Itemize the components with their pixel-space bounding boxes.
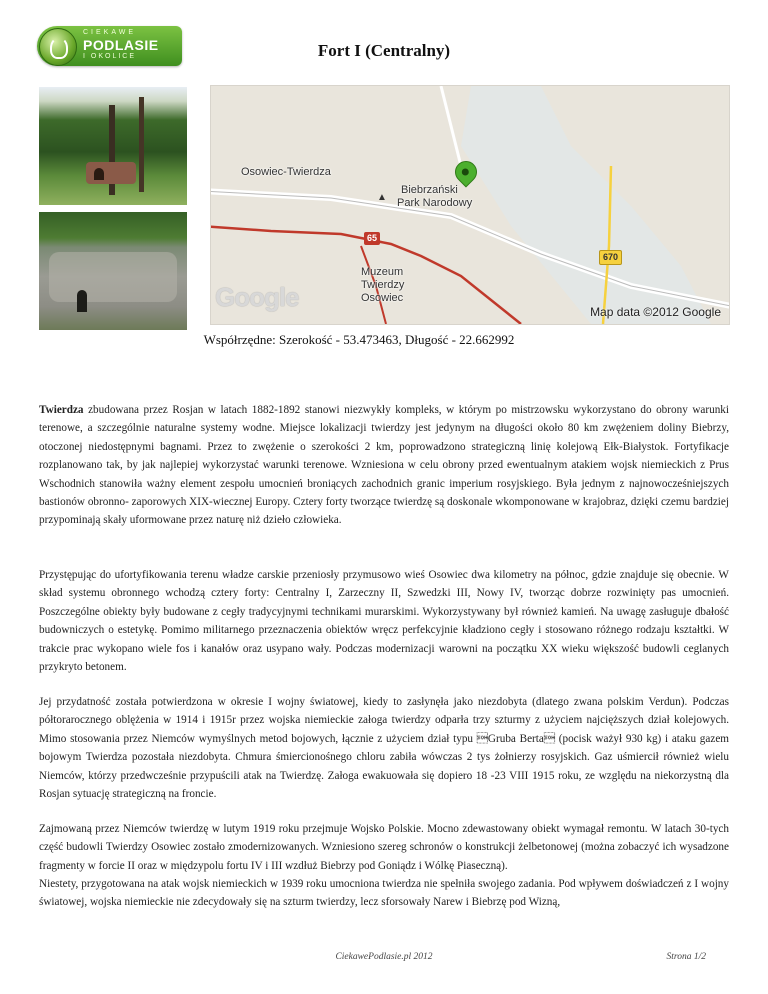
road-670-badge: 670 — [599, 250, 622, 265]
paragraph-1-body: zbudowana przez Rosjan w latach 1882-1892 stanowi niezwykły kompleks, w którym po mistrzowsku wykorzystano do obrony warunki terenowe, a szczególnie naturalne systemy wodne. Miejsce lokalizacji twierdzy jest jedynym na długości około 80 km zwężeniem doliny Biebrzy, otoczonej niedostępnymi bagnami. Przez to zwężenie o szerokości 2 km, poprowadzono strategiczną linię kolejową Ełk-Białystok. Fortyfikacje rozplanowano tak, by jak najlepiej wykorzystać warunki terenowe. Wzniesiona w celu obrony przed ewentualnym atakiem wojsk niemieckich z Prus Wschodnich stanowiła ważny element zespołu umocnień broniących zachodnich granic imperium rosyjskiego. Była jednym z najnowocześniejszych bastionów obronno- zaporowych XIX-wiecznej Europy. Cztery forty tworzące twierdzę są doskonale wkomponowane w krajobraz, dzięki czemu bardziej przypominają skały uformowane przez naturę niż dzieło człowieka. — [39, 404, 729, 527]
paragraph-2: Przystępując do ufortyfikowania terenu władze carskie przeniosły przymusowo wieś Osowiec dwa kilometry na północ, gdzie znajduje się obecnie. W skład systemu obronnego wchodzą cztery forty: Centralny I, Zarzeczny II, Szwedzki III, Nowy IV, tworząc dobrze rozwinięty pas umocnień. Poszczególne obiekty były budowane z cegły tradycyjnymi technikami murarskimi. Wykorzystywany był również kamień. Na uwagę zasługuje dbałość budowniczych o estetykę. Pomimo militarnego przeznaczenia obiektów wręcz perfekcyjnie kładziono cegły i stosowano różnego rodzaju kształtki. W trakcie prac wykopano wiele fos i kanałów oraz usypano wały. Podczas modernizacji warowni na początku XX wieku większość budowli ceglanych przykryto betonem. — [39, 569, 729, 674]
fort-photo-forest — [39, 87, 187, 205]
map-label-biebrza-2: Park Narodowy — [397, 197, 473, 209]
park-tree-icon: ▲ — [377, 192, 387, 203]
page-title: Fort I (Centralny) — [317, 41, 451, 60]
paragraph-5: Niestety, przygotowana na atak wojsk niemieckich w 1939 roku umocniona twierdza nie spełniła swojego zadania. Pod wpływem doświadczeń z I wojny światowej, wojska niemieckie nie zdecydowały się na szturm twierdzy, lecz sforsowały Narew i Biebrzę pod Wizną, — [39, 878, 729, 909]
footer-site: CiekawePodlasie.pl 2012 — [335, 952, 433, 962]
map-label-osowiec: Osowiec-Twierdza — [241, 166, 331, 178]
map-attribution: Map data ©2012 Google — [590, 305, 721, 319]
location-map[interactable] — [210, 85, 730, 325]
coordinates: Współrzędne: Szerokość - 53.473463, Długość - 22.662992 — [203, 332, 515, 347]
map-label-biebrza-1: Biebrzański — [401, 184, 458, 196]
paragraph-1-lead: Twierdza — [39, 404, 84, 416]
paragraph-4: Zajmowaną przez Niemców twierdzę w lutym 1919 roku przejmuje Wojsko Polskie. Mocno zdewastowany obiekt wymagał remontu. W latach 30-tych część budowli Twierdzy Osowiec zostało zmodernizowanych. Wzniesiono szereg schronów o konstrukcji żelbetonowej (można zobaczyć ich wysadzone fragmenty w forcie II oraz w międzypolu fortu IV i III wzdłuż Biebrzy pod Goniądz i Wólkę Piaseczną). — [39, 823, 729, 872]
logo-main-text: PODLASIE — [83, 37, 159, 53]
map-label-muzeum-1: Muzeum — [361, 266, 404, 278]
map-label-muzeum-2: Twierdzy — [361, 279, 405, 291]
paragraph-3: Jej przydatność została potwierdzona w okresie I wojny światowej, kiedy to zasłynęła jako niezdobyta (dlatego zwana polskim Verdun). Podczas półtorarocznego oblężenia w 1914 i 1915r przez wojska niemieckie załoga twierdzy odparła trzy szturmy z użyciem najcięższych dział kolejowych. Mimo stosowania przez Niemców wymyślnych metod bojowych, łącznie z użyciem dział typu Gruba Berta (pocisk ważył 930 kg) i ataku gazem bojowym Twierdza pozostała niezdobyta. Chmura śmiercionośnego chloru zabiła wówczas 2 tys żołnierzy rosyjskich. Gaz uśmiercił również wielu Niemców, którzy przedwcześnie przypuścili atak na Twierdzę. Załoga ewakuowała się dopiero 18 -23 VIII 1915 roku, ze względu na niekorzystną dla Rosjan sytuację strategiczną na froncie. — [39, 696, 729, 801]
logo-sub-text: I OKOLICE — [83, 53, 137, 60]
fort-photo-bunker — [39, 212, 187, 330]
map-label-muzeum-3: Osowiec — [361, 292, 404, 304]
google-logo: Google — [215, 282, 299, 312]
paragraph-1 — [39, 401, 729, 530]
road-65-badge: 65 — [364, 232, 380, 245]
footer-page-number: Strona 1/2 — [666, 952, 706, 962]
logo-top-text: CIEKAWE — [83, 29, 137, 36]
